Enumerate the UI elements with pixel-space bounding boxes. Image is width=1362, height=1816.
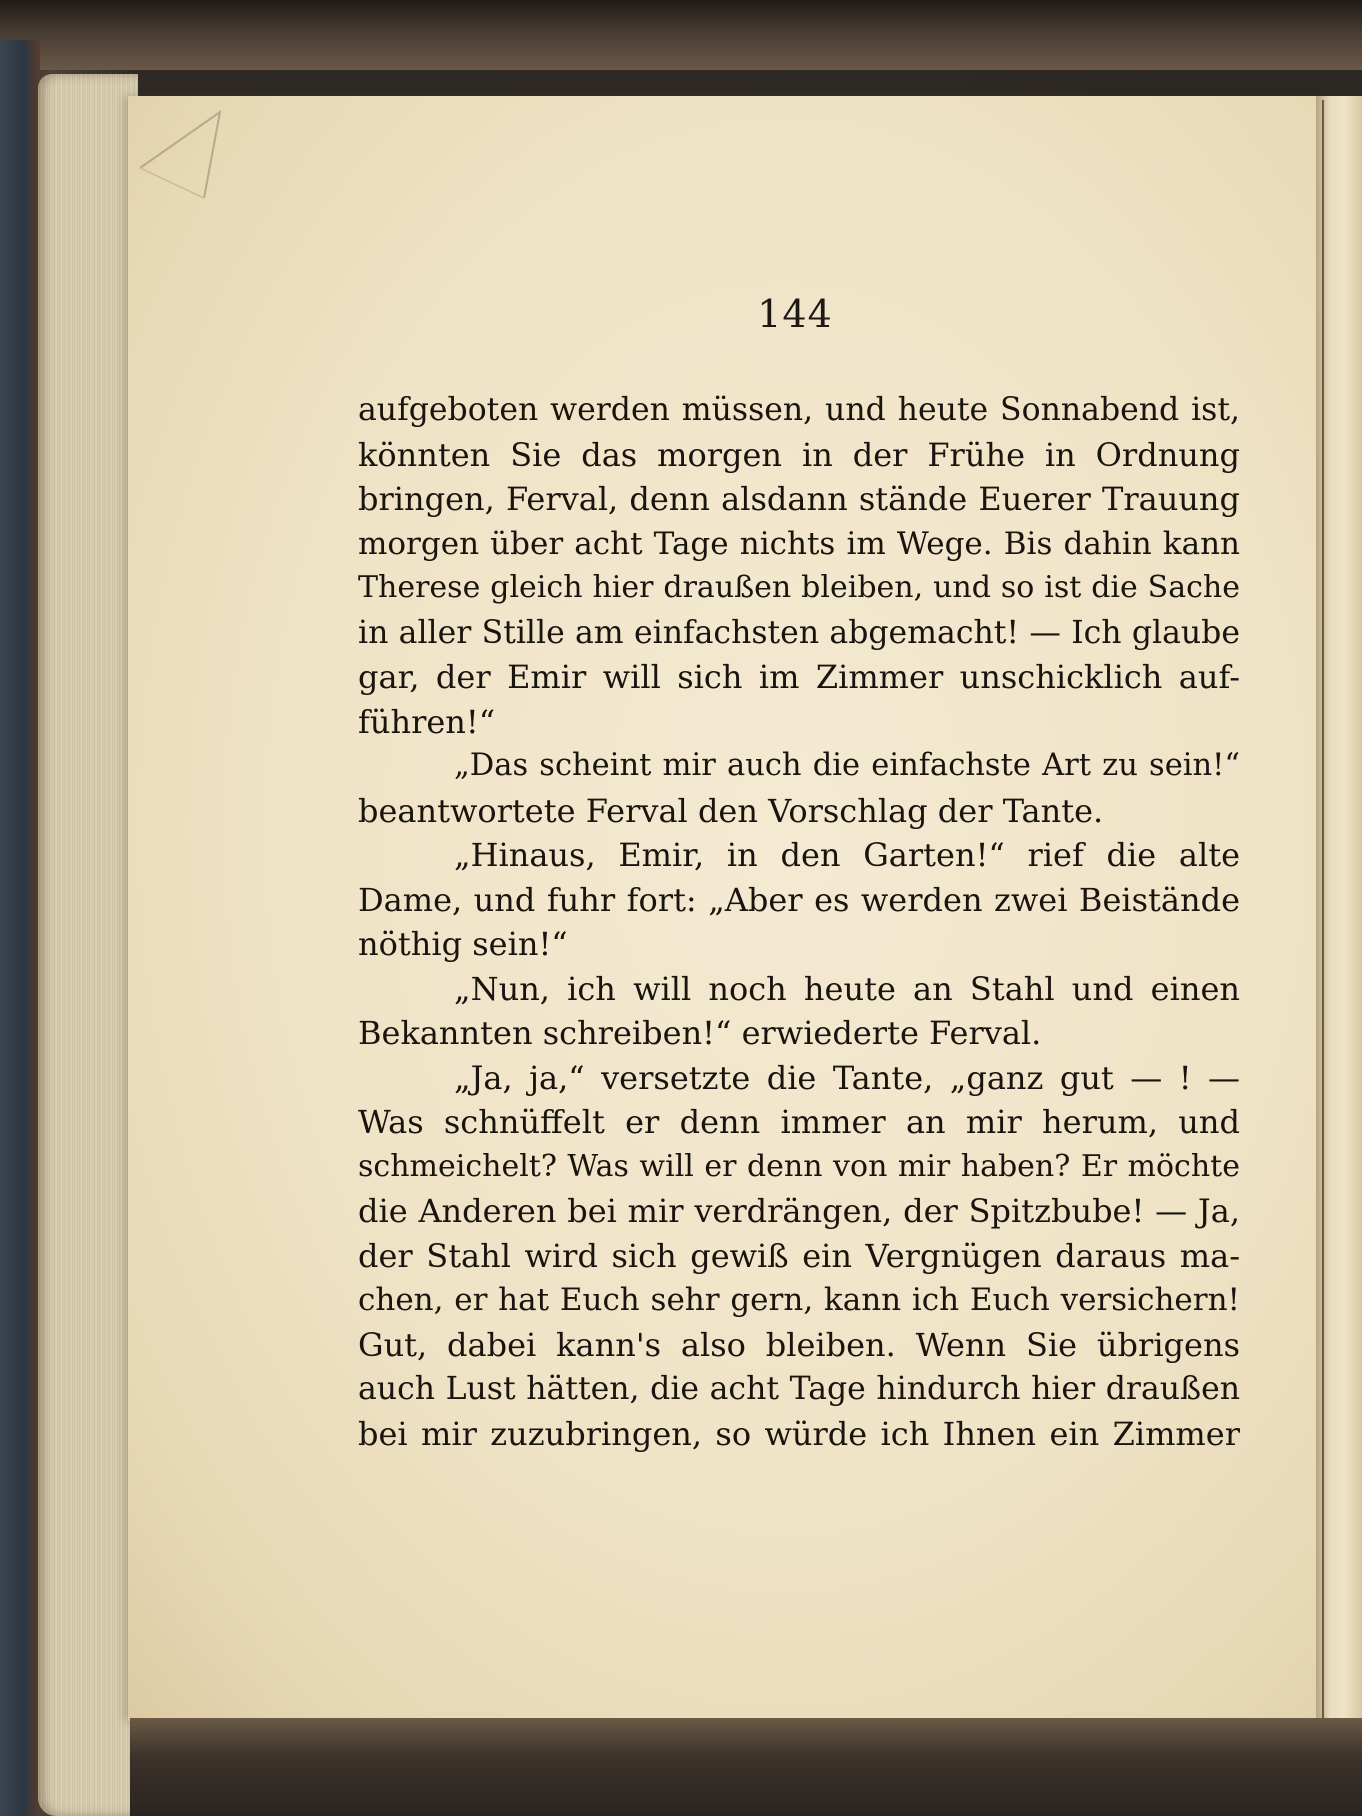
text-line: die Anderen bei mir verdrängen, der Spitzbube! — Ja, (358, 1192, 1240, 1230)
text-line: aufgeboten werden müssen, und heute Sonnabend ist, (358, 392, 1240, 428)
text-line: morgen über acht Tage nichts im Wege. Bis dahin kann (358, 525, 1240, 562)
text-line: bei mir zuzubringen, so würde ich Ihnen ein Zimmer (358, 1414, 1240, 1453)
text-line: „Nun, ich will noch heute an Stahl und einen (454, 969, 1240, 1008)
text-line: schmeichelt? Was will er denn von mir haben? Er möchte (358, 1148, 1240, 1184)
text-line: beantwortete Ferval den Vorschlag der Tante. (358, 791, 1104, 830)
text-line: Dame, und fuhr fort: „Aber es werden zwei Beistände (358, 880, 1240, 919)
text-line: führen!“ (358, 702, 496, 741)
text-line: „Hinaus, Emir, in den Garten!“ rief die alte (454, 836, 1240, 874)
text-line: „Ja, ja,“ versetzte die Tante, „ganz gut — ! — (454, 1058, 1240, 1097)
body-text (358, 388, 1240, 1456)
cover-top-edge (0, 0, 1362, 70)
cover-bottom-edge (130, 1718, 1362, 1816)
text-line: Gut, dabei kann's also bleiben. Wenn Sie übrigens (358, 1325, 1240, 1364)
text-line: gar, der Emir will sich im Zimmer unschicklich auf- (358, 658, 1240, 696)
text-line: Bekannten schreiben!“ erwiederte Ferval. (358, 1014, 1042, 1052)
page-number: 144 (757, 292, 833, 336)
folded-corner-mark (136, 108, 226, 198)
text-line: chen, er hat Euch sehr gern, kann ich Euch versichern! (358, 1282, 1240, 1318)
page-edges (38, 74, 138, 1816)
text-line: in aller Stille am einfachsten abgemacht! — Ich glaube (358, 614, 1240, 651)
text-line: „Das scheint mir auch die einfachste Art zu sein!“ (454, 748, 1240, 783)
text-line: Was schnüffelt er denn immer an mir herum, und (358, 1103, 1240, 1141)
text-line: Therese gleich hier draußen bleiben, und so ist die Sache (358, 570, 1240, 605)
cover-spine-band (0, 40, 40, 1816)
text-line: der Stahl wird sich gewiß ein Vergnügen daraus ma- (358, 1236, 1240, 1275)
text-line: auch Lust hätten, die acht Tage hindurch hier draußen (358, 1371, 1240, 1407)
text-line: könnten Sie das morgen in der Frühe in Ordnung (358, 435, 1240, 474)
text-line: bringen, Ferval, denn alsdann stände Euerer Trauung (358, 480, 1240, 518)
text-line: nöthig sein!“ (358, 925, 568, 963)
gutter-shadow-line (1322, 100, 1324, 1720)
